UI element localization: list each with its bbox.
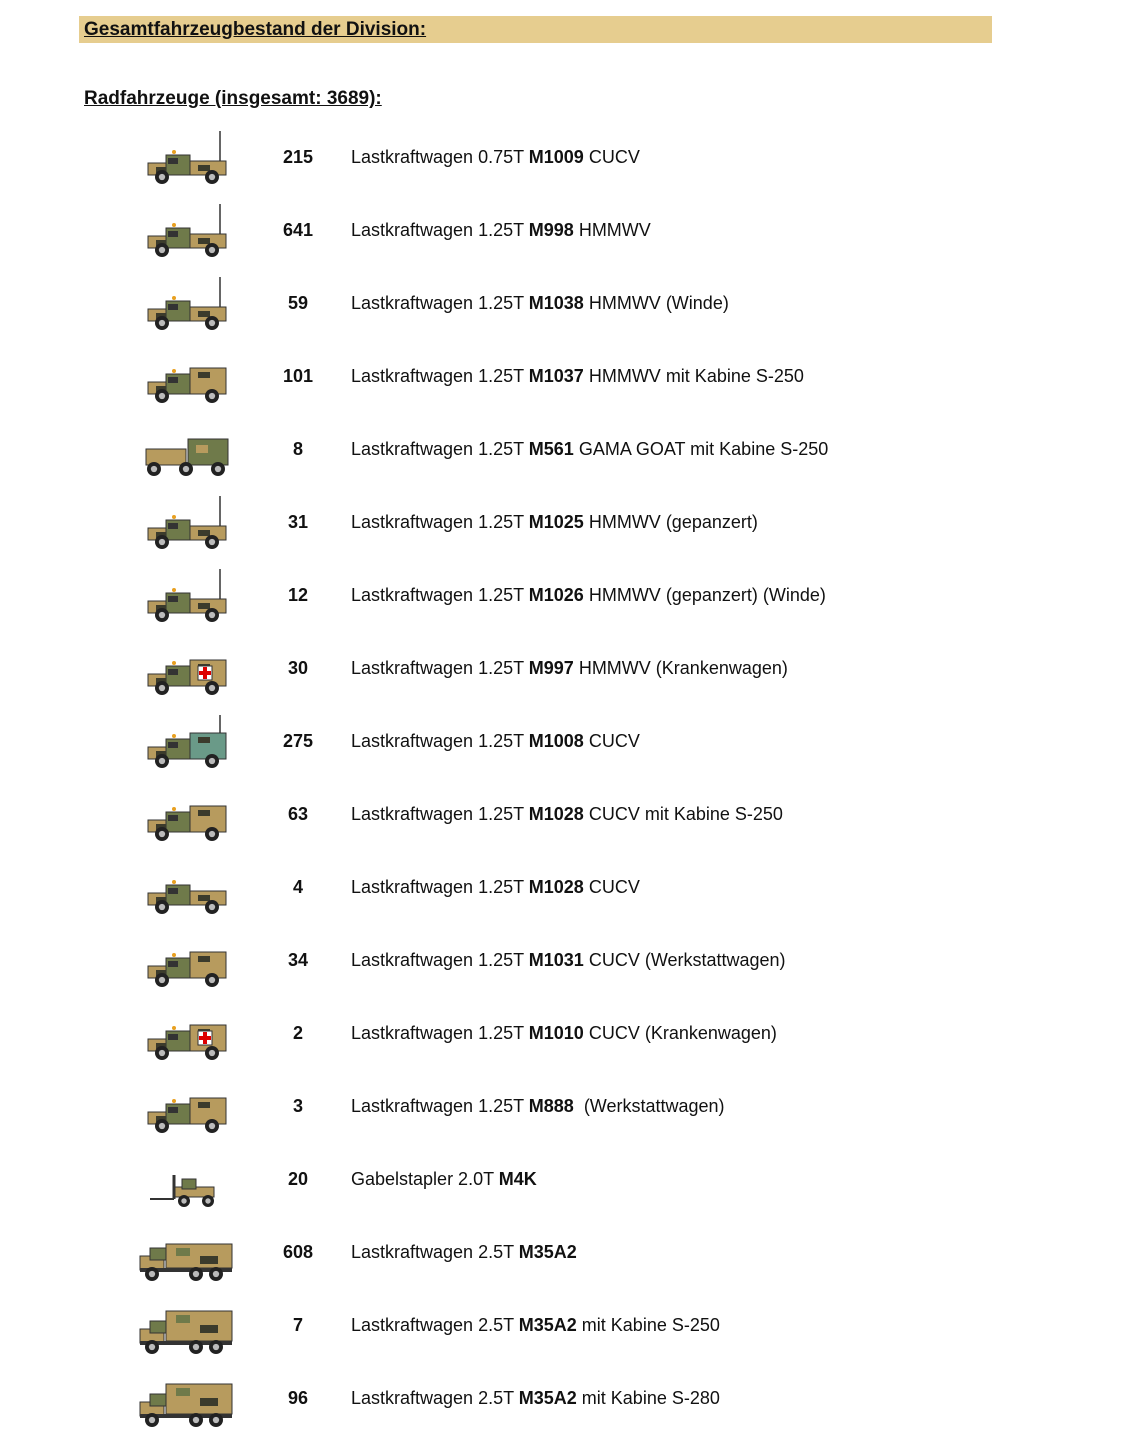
vehicle-model: M35A2 [518,1315,577,1335]
vehicle-model: M1008 [528,731,584,751]
vehicle-row [0,1149,1123,1209]
vehicle-count: 20 [287,1169,309,1189]
vehicle-model: M1010 [528,1023,584,1043]
vehicle-variant: HMMWV [573,220,651,240]
vehicle-row [0,565,1123,625]
vehicle-description [351,147,640,168]
vehicle-type: Lastkraftwagen 1.25T [351,293,529,313]
vehicle-model: M1009 [528,147,584,167]
cucv-cargo-icon [136,711,236,771]
vehicle-variant: HMMWV (Krankenwagen) [573,658,788,678]
vehicle-description [351,1242,577,1263]
vehicle-row [0,711,1123,771]
vehicle-variant: mit Kabine S-250 [576,1315,720,1335]
vehicle-description [351,220,651,241]
m35-shelter-s250-icon [136,1295,236,1355]
vehicle-variant: HMMWV mit Kabine S-250 [583,366,804,386]
gama-goat-icon [136,419,236,479]
vehicle-variant: HMMWV (gepanzert) (Winde) [583,585,826,605]
vehicle-row [0,784,1123,844]
hmmwv-shelter-icon [136,346,236,406]
vehicle-type: Gabelstapler 2.0T [351,1169,499,1189]
vehicle-count: 3 [292,1096,303,1116]
vehicle-type: Lastkraftwagen 1.25T [351,950,529,970]
vehicle-model: M4K [498,1169,537,1189]
vehicle-count: 215 [282,147,314,167]
vehicle-row [0,1295,1123,1355]
vehicle-count: 31 [287,512,309,532]
vehicle-count: 96 [287,1388,309,1408]
vehicle-row [0,127,1123,187]
vehicle-description [351,1169,537,1190]
vehicle-count: 12 [287,585,309,605]
m35-truck-icon [136,1222,236,1282]
hmmwv-ambulance-icon [136,638,236,698]
vehicle-variant: mit Kabine S-280 [576,1388,720,1408]
vehicle-type: Lastkraftwagen 0.75T [351,147,529,167]
forklift-icon [136,1149,236,1209]
vehicle-description [351,512,758,533]
vehicle-row [0,200,1123,260]
vehicle-description [351,950,786,971]
vehicle-type: Lastkraftwagen 1.25T [351,366,529,386]
cucv-pickup-icon [136,857,236,917]
vehicle-row [0,346,1123,406]
m888-workshop-icon [136,1076,236,1136]
vehicle-count: 101 [282,366,314,386]
vehicle-description [351,877,640,898]
page-title: Gesamtfahrzeugbestand der Division: [84,19,427,40]
vehicle-type: Lastkraftwagen 1.25T [351,877,529,897]
vehicle-type: Lastkraftwagen 1.25T [351,585,529,605]
vehicle-description [351,804,783,825]
vehicle-model: M1028 [528,804,584,824]
vehicle-description [351,366,804,387]
vehicle-row [0,1222,1123,1282]
vehicle-model: M35A2 [518,1242,577,1262]
vehicle-description [351,731,640,752]
hmmwv-winch-icon [136,273,236,333]
vehicle-model: M561 [528,439,574,459]
cucv-workshop-icon [136,930,236,990]
vehicle-model: M998 [528,220,574,240]
vehicle-count: 2 [292,1023,303,1043]
cucv-shelter-icon [136,784,236,844]
vehicle-row [0,492,1123,552]
vehicle-type: Lastkraftwagen 2.5T [351,1388,519,1408]
title-bar [79,16,992,43]
vehicle-count: 8 [292,439,303,459]
vehicle-row [0,930,1123,990]
vehicle-type: Lastkraftwagen 2.5T [351,1242,519,1262]
vehicle-row [0,1076,1123,1136]
vehicle-row [0,273,1123,333]
vehicle-row [0,638,1123,698]
vehicle-variant: CUCV [583,147,640,167]
vehicle-row [0,857,1123,917]
vehicle-model: M1025 [528,512,584,532]
hmmwv-armored-icon [136,492,236,552]
vehicle-count: 4 [292,877,303,897]
vehicle-variant: CUCV [583,731,640,751]
vehicle-count: 608 [282,1242,314,1262]
pickup-antenna-icon [136,127,236,187]
vehicle-type: Lastkraftwagen 1.25T [351,658,529,678]
vehicle-description [351,658,788,679]
vehicle-description [351,1096,725,1117]
vehicle-count: 7 [292,1315,303,1335]
vehicle-description [351,293,729,314]
vehicle-model: M997 [528,658,574,678]
vehicle-variant: CUCV mit Kabine S-250 [583,804,783,824]
vehicle-row [0,1368,1123,1428]
vehicle-row [0,1003,1123,1063]
vehicle-type: Lastkraftwagen 1.25T [351,220,529,240]
section-heading: Radfahrzeuge (insgesamt: 3689): [84,88,382,109]
vehicle-variant: GAMA GOAT mit Kabine S-250 [573,439,829,459]
vehicle-variant: (Werkstattwagen) [573,1096,725,1116]
vehicle-model: M888 [528,1096,574,1116]
vehicle-variant: HMMWV (gepanzert) [583,512,758,532]
vehicle-row [0,419,1123,479]
cucv-ambulance-icon [136,1003,236,1063]
vehicle-model: M1028 [528,877,584,897]
vehicle-type: Lastkraftwagen 1.25T [351,1023,529,1043]
hmmwv-antenna-icon [136,200,236,260]
vehicle-count: 30 [287,658,309,678]
vehicle-count: 275 [282,731,314,751]
vehicle-type: Lastkraftwagen 1.25T [351,804,529,824]
vehicle-variant: CUCV (Werkstattwagen) [583,950,786,970]
vehicle-type: Lastkraftwagen 2.5T [351,1315,519,1335]
vehicle-variant: CUCV [583,877,640,897]
vehicle-model: M35A2 [518,1388,577,1408]
vehicle-description [351,1023,777,1044]
vehicle-model: M1038 [528,293,584,313]
vehicle-model: M1037 [528,366,584,386]
vehicle-count: 34 [287,950,309,970]
vehicle-model: M1026 [528,585,584,605]
vehicle-description [351,585,826,606]
vehicle-count: 63 [287,804,309,824]
vehicle-type: Lastkraftwagen 1.25T [351,731,529,751]
vehicle-type: Lastkraftwagen 1.25T [351,439,529,459]
vehicle-model: M1031 [528,950,584,970]
vehicle-variant: CUCV (Krankenwagen) [583,1023,777,1043]
m35-shelter-s280-icon [136,1368,236,1428]
hmmwv-armored-winch-icon [136,565,236,625]
vehicle-description [351,439,828,460]
vehicle-description [351,1315,720,1336]
vehicle-type: Lastkraftwagen 1.25T [351,1096,529,1116]
vehicle-variant: HMMWV (Winde) [583,293,729,313]
vehicle-description [351,1388,720,1409]
vehicle-count: 59 [287,293,309,313]
vehicle-count: 641 [282,220,314,240]
vehicle-type: Lastkraftwagen 1.25T [351,512,529,532]
